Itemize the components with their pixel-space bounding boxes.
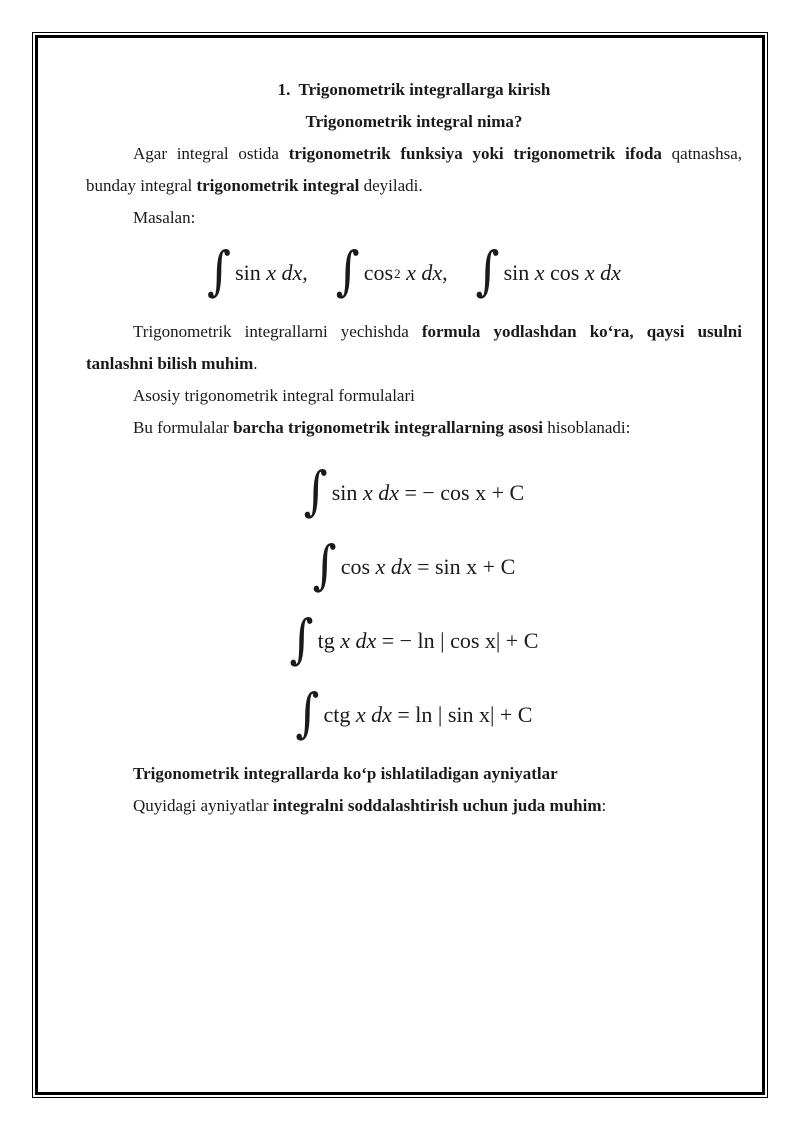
math-sep: , [442,260,448,285]
section-heading [86,74,742,106]
formula-tg [86,604,742,678]
paragraph-method [86,316,742,380]
integral-sign-icon: ∫ [289,607,314,670]
text-span: qatnashsa, bunday integral [86,144,742,195]
formula-sin [86,456,742,530]
integral-sign-icon: ∫ [295,681,320,744]
masalan-label: Masalan: [133,208,196,227]
formula-ctg [86,678,742,752]
math-var: x [375,554,386,579]
text-span: . [253,354,258,373]
bold-span: integralni soddalashtirish uchun juda muhim [272,796,602,815]
paragraph-definition [86,138,742,202]
text-span: Bu formulalar [133,418,234,437]
text-span: : [601,796,607,815]
example-integrals [86,239,742,302]
math-func: cos [340,554,371,579]
section-number: 1. [277,80,291,99]
example-integral-3 [475,239,621,302]
example-integral-1 [207,239,308,302]
integral-sign-icon: ∫ [475,239,500,302]
math-func: sin [235,260,261,285]
math-func: cos [363,260,394,285]
integral-sign-icon: ∫ [335,239,360,302]
math-dx: dx [421,260,443,285]
math-func: tg [317,628,335,653]
math-rhs: = − cos x + C [404,480,525,505]
math-dx: dx [378,480,399,505]
math-rhs: = sin x + C [417,554,516,579]
math-rhs: = − ln | cos x| + C [381,628,539,653]
subheading: Trigonometrik integral nima? [305,112,523,131]
math-dx: dx [600,260,621,285]
document-content [86,74,742,822]
integral-sign-icon: ∫ [303,459,328,522]
section-title: Trigonometrik integrallarga kirish [298,80,551,99]
math-dx: dx [371,702,392,727]
paragraph-identities [86,790,742,822]
text-span: deyiladi. [359,176,423,195]
bold-span: trigonometrik integral [196,176,360,195]
math-var: x [534,260,545,285]
math-var: x [584,260,595,285]
basic-formulas [86,456,742,752]
math-exponent: 2 [394,265,401,281]
identities-title: Trigonometrik integrallarda ko‘p ishlatiladigan ayniyatlar [133,764,558,783]
example-integral-2 [335,239,448,302]
math-sep: , [302,260,308,285]
math-func: sin [331,480,358,505]
paragraph-basis [86,412,742,444]
math-func: ctg [323,702,351,727]
bold-span: trigonometrik funksiya yoki trigonometrik ifoda [288,144,662,163]
math-dx: dx [281,260,303,285]
math-func: sin [503,260,530,285]
integral-sign-icon: ∫ [312,533,337,596]
math-var: x [406,260,416,285]
text-span: Quyidagi ayniyatlar [133,796,273,815]
bold-span: barcha trigonometrik integrallarning asosi [233,418,544,437]
math-var: x [362,480,373,505]
bold-span: formula yodlashdan ko‘ra, qaysi usulni tanlashni bilish muhim [86,322,742,373]
integral-sign-icon: ∫ [207,239,232,302]
text-span: Trigonometrik integrallarni yechishda [133,322,422,341]
formula-cos [86,530,742,604]
basic-formulas-title: Asosiy trigonometrik integral formulalari [133,386,415,405]
math-dx: dx [390,554,412,579]
text-span: Agar integral ostida [133,144,289,163]
text-span: hisoblanadi: [543,418,631,437]
math-func: cos [550,260,580,285]
math-var: x [266,260,277,285]
math-dx: dx [355,628,377,653]
math-var: x [340,628,350,653]
math-rhs: = ln | sin x| + C [397,702,533,727]
math-var: x [355,702,366,727]
